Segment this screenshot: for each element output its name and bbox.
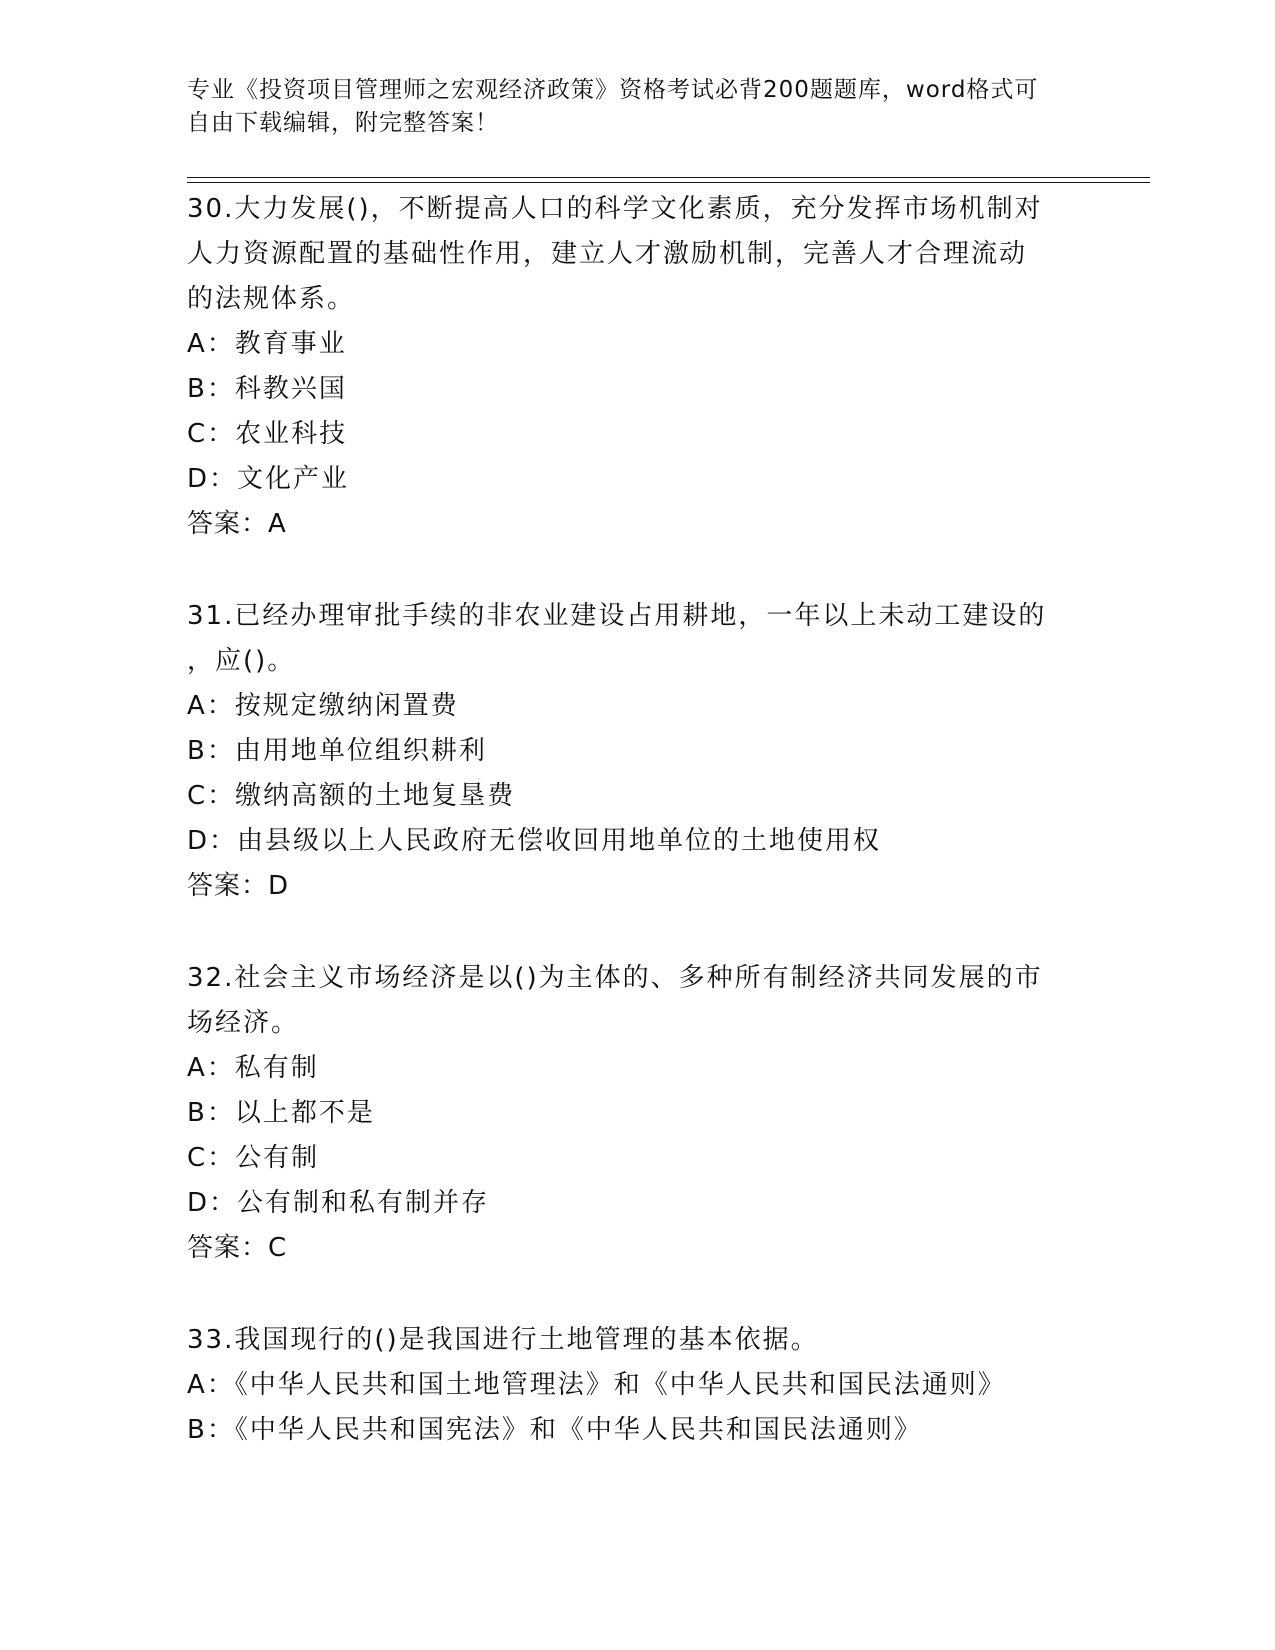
option-b: B：科教兴国 [187, 374, 347, 404]
option-b: B：《中华人民共和国宪法》和《中华人民共和国民法通则》 [187, 1415, 922, 1445]
option-a: A：教育事业 [187, 329, 347, 359]
question-31 [187, 594, 1087, 909]
option-d: D：由县级以上人民政府无偿收回用地单位的土地使用权 [187, 826, 882, 856]
option-a: A：按规定缴纳闲置费 [187, 691, 459, 721]
header-line-2: 自由下载编辑，附完整答案！ [187, 110, 499, 136]
question-stem-line: 32.社会主义市场经济是以()为主体的、多种所有制经济共同发展的市 [187, 963, 1043, 993]
question-stem-line: 人力资源配置的基础性作用，建立人才激励机制，完善人才合理流动 [187, 239, 1028, 269]
question-stem-line: 33.我国现行的()是我国进行土地管理的基本依据。 [187, 1325, 819, 1355]
header-line-1: 专业《投资项目管理师之宏观经济政策》资格考试必背200题题库，word格式可 [187, 77, 1039, 103]
question-stem-line: ，应()。 [187, 646, 296, 676]
document-header [187, 74, 1067, 140]
option-d: D：文化产业 [187, 464, 350, 494]
option-d: D：公有制和私有制并存 [187, 1188, 490, 1218]
header-divider-top [187, 177, 1150, 178]
answer-line: 答案：C [187, 1233, 288, 1263]
option-b: B：以上都不是 [187, 1098, 375, 1128]
question-spacer [187, 1271, 1087, 1318]
option-a: A：私有制 [187, 1053, 319, 1083]
question-stem-line: 的法规体系。 [187, 284, 356, 314]
answer-line: 答案：A [187, 509, 287, 539]
header-divider-bottom [187, 182, 1150, 183]
question-spacer [187, 547, 1087, 594]
question-spacer [187, 909, 1087, 956]
option-c: C：缴纳高额的土地复垦费 [187, 781, 516, 811]
question-30 [187, 187, 1087, 547]
option-c: C：农业科技 [187, 419, 348, 449]
question-stem-line: 30.大力发展()，不断提高人口的科学文化素质，充分发挥市场机制对 [187, 194, 1043, 224]
question-32 [187, 956, 1087, 1271]
question-list [187, 187, 1087, 1453]
question-stem-line: 场经济。 [187, 1008, 300, 1038]
option-b: B：由用地单位组织耕利 [187, 736, 487, 766]
question-33 [187, 1318, 1087, 1453]
question-stem-line: 31.已经办理审批手续的非农业建设占用耕地，一年以上未动工建设的 [187, 601, 1047, 631]
option-c: C：公有制 [187, 1143, 320, 1173]
option-a: A：《中华人民共和国土地管理法》和《中华人民共和国民法通则》 [187, 1370, 1006, 1400]
answer-line: 答案：D [187, 871, 290, 901]
